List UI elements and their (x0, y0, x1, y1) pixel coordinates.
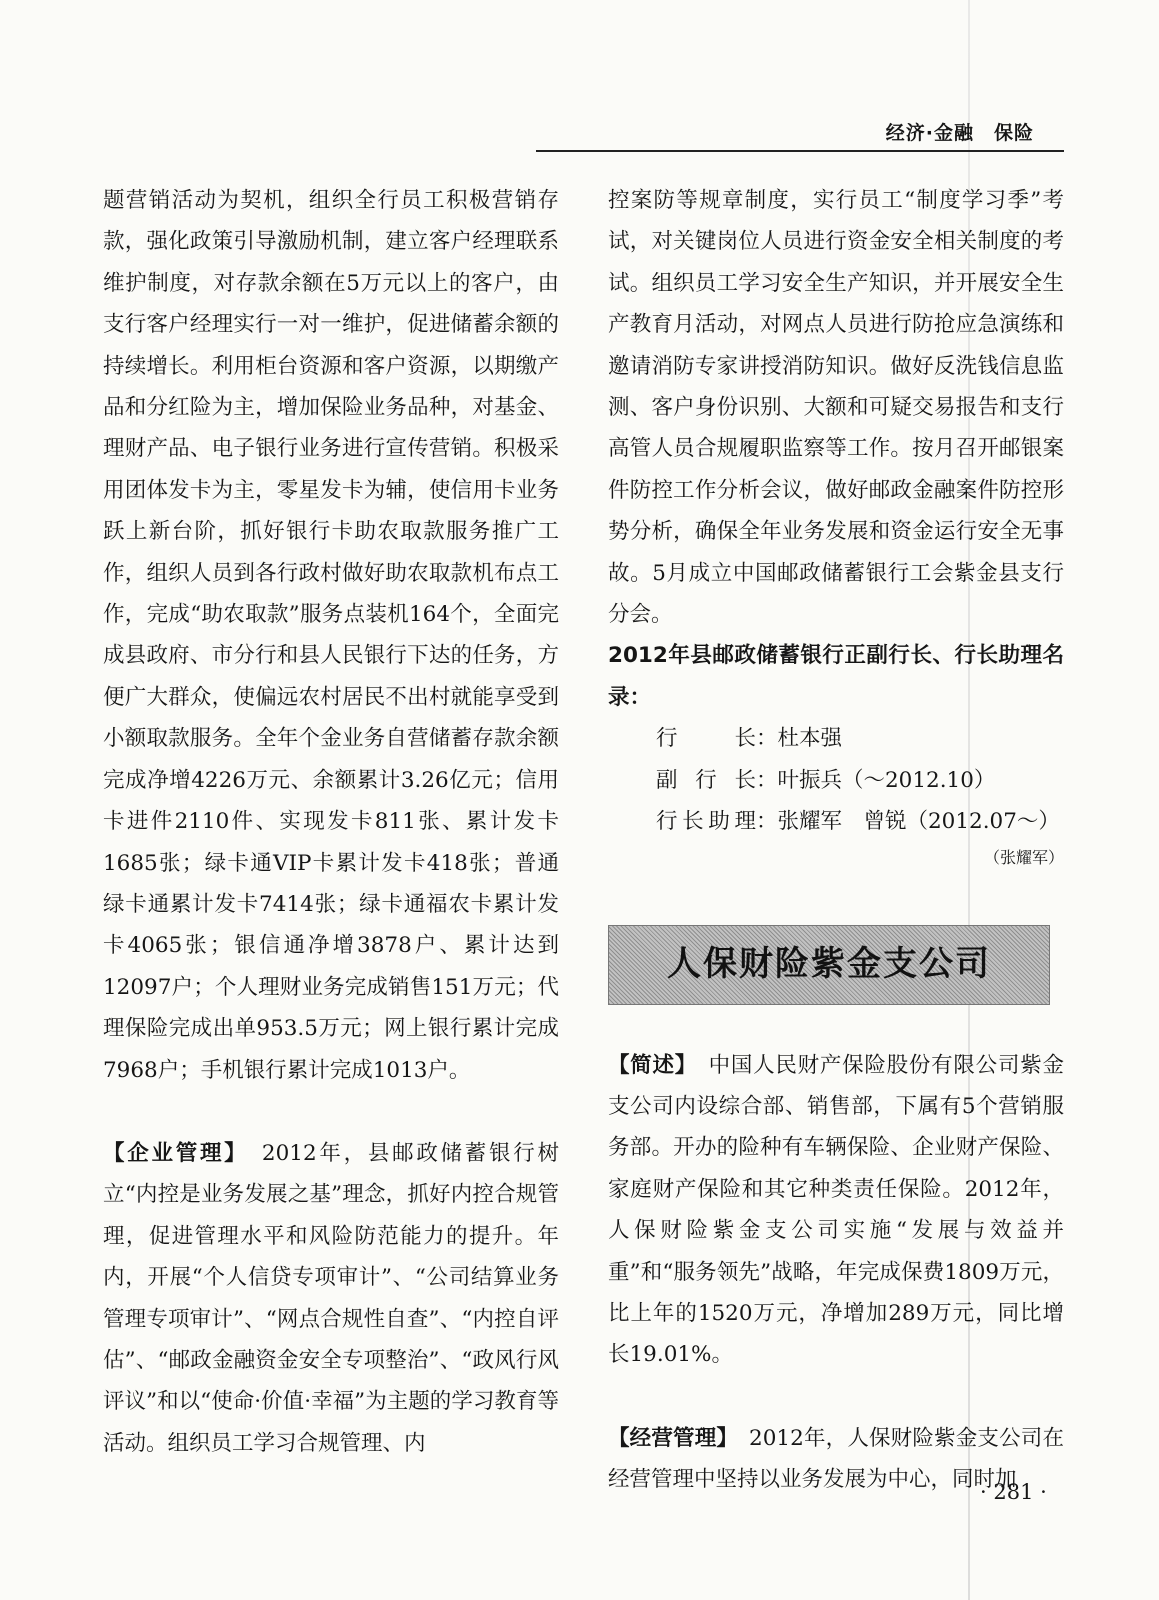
page-number: · 281 · (980, 1480, 1047, 1504)
roster-title: 2012年县邮政储蓄银行正副行长、行长助理名录： (608, 643, 1064, 710)
roster-role: 行 长 (656, 726, 756, 752)
roster-row (656, 760, 1064, 801)
section-banner (608, 925, 1050, 1005)
roster-list (608, 718, 1064, 842)
section-label-overview: 【简述】 (608, 1052, 687, 1078)
paragraph-overview (608, 1045, 1064, 1376)
section-title: 经济·金融 保险 (885, 122, 1034, 144)
paragraph-enterprise-management (103, 1133, 559, 1464)
roster-row (656, 718, 1064, 759)
roster-name: ：叶振兵（～2012.10） (756, 767, 996, 793)
author-credit: （张耀军） (983, 847, 1064, 867)
section-label-enterprise-management: 【企业管理】 (103, 1140, 238, 1166)
overview-text: 中国人民财产保险股份有限公司紫金支公司内设综合部、销售部，下属有5个营销服务部。开办的险种有车辆保险、企业财产保险、家庭财产保险和其它种类责任保险。2012年，人保财险紫金支公司实施“发展与效益并重”和“服务领先”战略，年完成保费1809万元，比上年的1520万元，净增加289万元，同比增长19.01%。 (608, 1052, 1064, 1368)
roster-name: ：杜本强 (756, 726, 843, 752)
enterprise-management-text: 2012年，县邮政储蓄银行树立“内控是业务发展之基”理念，抓好内控合规管理，促进管理水平和风险防范能力的提升。年内，开展“个人信贷专项审计”、“公司结算业务管理专项审计”、“网点合规性自查”、“内控自评估”、“邮政金融资金安全专项整治”、“政风行风评议”和以“使命·价值·幸福”为主题的学习教育等活动。组织员工学习合规管理、内 (103, 1140, 559, 1456)
paragraph-savings-marketing: 题营销活动为契机，组织全行员工积极营销存款，强化政策引导激励机制，建立客户经理联系维护制度，对存款余额在5万元以上的客户，由支行客户经理实行一对一维护，促进储蓄余额的持续增长。利用柜台资源和客户资源，以期缴产品和分红险为主，增加保险业务品种，对基金、理财产品、电子银行业务进行宣传营销。积极采用团体发卡为主，零星发卡为辅，使信用卡业务跃上新台阶，抓好银行卡助农取款服务推广工作，组织人员到各行政村做好助农取款机布点工作，完成“助农取款”服务点装机164个，全面完成县政府、市分行和县人民银行下达的任务，方便广大群众，使偏远农村居民不出村就能享受到小额取款服务。全年个金业务自营储蓄存款余额完成净增4226万元、余额累计3.26亿元；信用卡进件2110件、实现发卡811张、累计发卡1685张；绿卡通VIP卡累计发卡418张；普通绿卡通累计发卡7414张；绿卡通福农卡累计发卡4065张；银信通净增3878户、累计达到12097户；个人理财业务完成销售151万元；代理保险完成出单953.5万元；网上银行累计完成7968户；手机银行累计完成1013户。 (103, 188, 559, 1083)
section-label-operations: 【经营管理】 (608, 1425, 728, 1451)
left-column (103, 180, 559, 1464)
right-column (608, 180, 1064, 1501)
banner-title: 人保财险紫金支公司 (667, 943, 991, 984)
header-rule (536, 150, 1064, 152)
roster-role: 副 行 长 (656, 767, 756, 793)
roster-name: ：张耀军 曾锐（2012.07～） (756, 809, 1060, 835)
operations-text: 2012年，人保财险紫金支公司在经营管理中坚持以业务发展为中心，同时加 (608, 1425, 1064, 1493)
roster-role: 行长助理 (656, 809, 756, 835)
running-header (536, 112, 1064, 152)
roster-row (656, 801, 1064, 842)
paragraph-internal-control: 控案防等规章制度，实行员工“制度学习季”考试，对关键岗位人员进行资金安全相关制度的考试。组织员工学习安全生产知识，并开展安全生产教育月活动，对网点人员进行防抢应急演练和邀请消防专家讲授消防知识。做好反洗钱信息监测、客户身份识别、大额和可疑交易报告和支行高管人员合规履职监察等工作。按月召开邮银案件防控工作分析会议，做好邮政金融案件防控形势分析，确保全年业务发展和资金运行安全无事故。5月成立中国邮政储蓄银行工会紫金县支行分会。 (608, 188, 1064, 628)
